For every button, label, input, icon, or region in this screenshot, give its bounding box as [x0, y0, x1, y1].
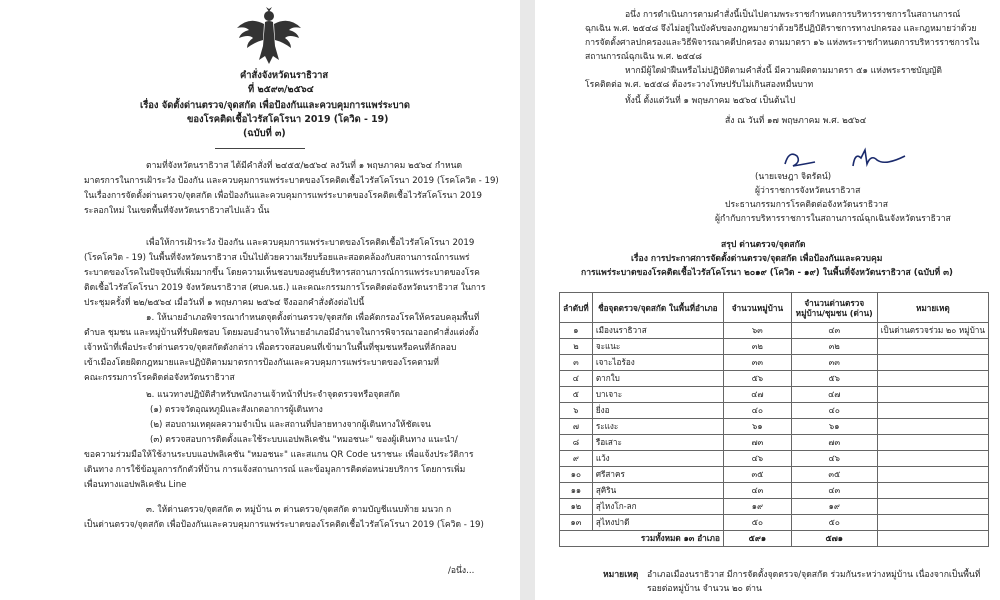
signer-role: ผู้กำกับการบริหารราชการในสถานการณ์ฉุกเฉินจังหวัดนราธิวาส: [715, 214, 951, 224]
table-row: [560, 451, 989, 467]
item2-3-line: (๓) ตรวจสอบการติดตั้งและใช้ระบบแอปพลิเคชัน "หมอชนะ" ของผู้เดินทาง แนะนำ/: [150, 435, 458, 445]
garuda-emblem-icon: [235, 6, 303, 66]
order-title: คำสั่งจังหวัดนราธิวาส: [240, 70, 329, 81]
para1-line: ตามที่จังหวัดนราธิวาส ได้มีคำสั่งที่ ๒๔๕๕/๒๕๖๔ ลงวันที่ ๑ พฤษภาคม ๒๕๖๔ กำหนด: [146, 161, 463, 171]
right-para-line: ฉุกเฉิน พ.ศ. ๒๕๔๘ จึงไม่อยู่ในบังคับของกฎหมายว่าด้วยวิธีปฏิบัติราชการทางปกครอง และกฎหมายว่าด้วย: [585, 24, 977, 34]
table-row: [560, 323, 989, 339]
table-row: [560, 515, 989, 531]
cell-no: ๓: [560, 355, 593, 371]
item2-3-line: เดินทาง การใช้ข้อมูลการกักตัวที่บ้าน การแจ้งสถานการณ์ และข้อมูลการติดต่อหน่วยบริการ โดยการเพิ่ม: [84, 465, 466, 475]
cell-note: [877, 355, 988, 371]
ordered-date: สั่ง ณ วันที่ ๑๗ พฤษภาคม พ.ศ. ๒๕๖๔: [725, 116, 867, 126]
signature-icon: [775, 146, 915, 170]
table-row: [560, 483, 989, 499]
table-row: [560, 339, 989, 355]
cell-no: ๘: [560, 435, 593, 451]
cell-checkpoints: ๔๓: [791, 323, 877, 339]
subject-line-1: เรื่อง จัดตั้งด่านตรวจ/จุดสกัด เพื่อป้องกันและควบคุมการแพร่ระบาด: [140, 100, 410, 111]
cell-note: [877, 467, 988, 483]
cell-district: ศรีสาคร: [592, 467, 723, 483]
total-note: [877, 531, 988, 547]
title-divider: [215, 148, 305, 149]
cell-district: สุคิริน: [592, 483, 723, 499]
cell-no: ๑: [560, 323, 593, 339]
note-line: อำเภอเมืองนราธิวาส มีการจัดตั้งจุดตรวจ/จุดสกัด ร่วมกันระหว่างหมู่บ้าน เนื่องจากเป็นพื้นที่: [647, 570, 981, 580]
cell-checkpoints: ๕๐: [791, 515, 877, 531]
cell-no: ๗: [560, 419, 593, 435]
cell-no: ๑๓: [560, 515, 593, 531]
cell-district: ระแงะ: [592, 419, 723, 435]
signer-name: (นายเจษฎา จิตรัตน์): [755, 172, 832, 182]
cell-note: [877, 483, 988, 499]
continue-mark: /อนึ่ง...: [448, 566, 475, 576]
cell-note: [877, 371, 988, 387]
para1-line: มาตรการในการเฝ้าระวัง ป้องกัน และควบคุมการแพร่ระบาดของโรคติดเชื้อไวรัสโคโรนา 2019 (โรคโควิด - 19): [84, 176, 499, 186]
cell-district: บาเจาะ: [592, 387, 723, 403]
table-row: [560, 419, 989, 435]
page-gap: [520, 0, 535, 600]
total-checkpoints: ๕๗๑: [791, 531, 877, 547]
table-row: [560, 355, 989, 371]
cell-checkpoints: ๗๓: [791, 435, 877, 451]
cell-villages: ๕๐: [723, 515, 791, 531]
cell-district: รือเสาะ: [592, 435, 723, 451]
table-header-row: [560, 293, 989, 323]
cell-district: สุไหงปาดี: [592, 515, 723, 531]
col-header-villages: จำนวนหมู่บ้าน: [723, 293, 791, 323]
col-header-note: หมายเหตุ: [877, 293, 988, 323]
cell-district: เจาะไอร้อง: [592, 355, 723, 371]
para1-line: ในเรื่องการจัดตั้งด่านตรวจ/จุดสกัด เพื่อป้องกันและควบคุมการแพร่ระบาดของโรคติดเชื้อไวรัสโคโรนา 2019: [84, 191, 482, 201]
item1-line: เข้าเมืองโดยผิดกฎหมายและปฏิบัติตามมาตรการป้องกันและควบคุมการแพร่ระบาดของโรคตามที่: [84, 358, 439, 368]
item3-line: ๓. ให้ด่านตรวจ/จุดสกัด ๓ หมู่บ้าน ๓ ด่านตรวจ/จุดสกัด ตามบัญชีแนบท้าย มนวก ก: [146, 505, 452, 515]
item1-line: ตำบล ชุมชน และหมู่บ้านที่รับผิดชอบ โดยมอบอำนาจให้นายอำเภอมีอำนาจในการพิจารณาออกคำสั่งแต่งตั้ง: [84, 328, 479, 338]
cell-note: [877, 515, 988, 531]
col-header-no: ลำดับที่: [560, 293, 593, 323]
para2-line: ประชุมครั้งที่ ๒๒/๒๕๖๔ เมื่อวันที่ ๑ พฤษภาคม ๒๕๖๔ จึงออกคำสั่งดังต่อไปนี้: [84, 298, 365, 308]
cell-villages: ๓๒: [723, 339, 791, 355]
effective-date: ทั้งนี้ ตั้งแต่วันที่ ๑ พฤษภาคม ๒๕๖๔ เป็นต้นไป: [625, 96, 796, 106]
cell-checkpoints: ๔๖: [791, 451, 877, 467]
cell-checkpoints: ๔๐: [791, 403, 877, 419]
cell-villages: ๕๖: [723, 371, 791, 387]
note-line: รอยต่อหมู่บ้าน จำนวน ๒๐ ด่าน: [647, 584, 762, 594]
cell-district: สุไหงโก-ลก: [592, 499, 723, 515]
cell-district: ยี่งอ: [592, 403, 723, 419]
para2-line: ติดเชื้อไวรัสโคโรนา 2019 จังหวัดนราธิวาส (ศบค.นธ.) และคณะกรรมการโรคติดต่อจังหวัดนราธิวาส ในการ: [84, 283, 486, 293]
cell-villages: ๗๓: [723, 435, 791, 451]
subject-line-2: ของโรคติดเชื้อไวรัสโคโรนา 2019 (โควิด - 19): [187, 114, 389, 125]
cell-checkpoints: ๔๗: [791, 387, 877, 403]
table-row: [560, 387, 989, 403]
cell-checkpoints: ๕๖: [791, 371, 877, 387]
para2-line: ระบาดของโรคในปัจจุบันที่เพิ่มมากขึ้น โดยความเห็นชอบของศูนย์บริหารสถานการณ์การแพร่ระบาดของโรค: [84, 268, 480, 278]
cell-note: [877, 419, 988, 435]
cell-no: ๑๑: [560, 483, 593, 499]
note-label: หมายเหตุ: [603, 570, 639, 580]
right-para-line: อนึ่ง การดำเนินการตามคำสั่งนี้เป็นไปตามพระราชกำหนดการบริหารราชการในสถานการณ์: [625, 10, 961, 20]
cell-district: จะแนะ: [592, 339, 723, 355]
cell-note: [877, 435, 988, 451]
signer-role: ประธานกรรมการโรคติดต่อจังหวัดนราธิวาส: [725, 200, 889, 210]
cell-district: แว้ง: [592, 451, 723, 467]
cell-villages: ๑๙: [723, 499, 791, 515]
table-row: [560, 403, 989, 419]
right-para-line: สถานการณ์ฉุกเฉิน พ.ศ. ๒๕๔๘: [585, 52, 702, 62]
cell-no: ๒: [560, 339, 593, 355]
cell-note: [877, 403, 988, 419]
table-total-row: [560, 531, 989, 547]
para2-line: เพื่อให้การเฝ้าระวัง ป้องกัน และควบคุมการแพร่ระบาดของโรคติดเชื้อไวรัสโคโรนา 2019: [146, 238, 475, 248]
item1-line: ๑. ให้นายอำเภอพิจารณากำหนดจุดตั้งด่านตรวจ/จุดสกัด เพื่อคัดกรองโรคให้ครอบคลุมพื้นที่: [146, 313, 480, 323]
cell-checkpoints: ๑๙: [791, 499, 877, 515]
item2-sub: (๒) สอบถามเหตุผลความจำเป็น และสถานที่ปลายทางจากผู้เดินทางให้ชัดเจน: [150, 420, 431, 430]
right-page: [535, 0, 1000, 600]
cell-note: เป็นด่านตรวจร่วม ๒๐ หมู่บ้าน: [877, 323, 988, 339]
cell-no: ๑๐: [560, 467, 593, 483]
total-villages: ๕๙๑: [723, 531, 791, 547]
col-header-name: ชื่อจุดตรวจ/จุดสกัด ในพื้นที่อำเภอ: [592, 293, 723, 323]
item3-line: เป็นด่านตรวจ/จุดสกัด เพื่อป้องกันและควบคุมการแพร่ระบาดของโรคติดเชื้อไวรัสโคโรนา 2019 (โควิด - 19): [84, 520, 484, 530]
table-row: [560, 371, 989, 387]
cell-no: ๕: [560, 387, 593, 403]
subject-line-3: (ฉบับที่ ๓): [243, 128, 286, 139]
cell-villages: ๖๑: [723, 419, 791, 435]
cell-villages: ๔๖: [723, 451, 791, 467]
cell-district: เมืองนราธิวาส: [592, 323, 723, 339]
cell-checkpoints: ๓๓: [791, 355, 877, 371]
order-number: ที่ ๒๕๙๓/๒๕๖๔: [248, 84, 314, 95]
cell-no: ๑๒: [560, 499, 593, 515]
para2-line: (โรคโควิด - 19) ในพื้นที่จังหวัดนราธิวาส เป็นไปด้วยความเรียบร้อยและสอดคล้องกับสถานการณ์การแพร่: [84, 253, 470, 263]
cell-note: [877, 339, 988, 355]
table-row: [560, 435, 989, 451]
cell-checkpoints: ๓๒: [791, 339, 877, 355]
right-para-line: การจัดตั้งศาลปกครองและวิธีพิจารณาคดีปกครอง ตามมาตรา ๑๖ แห่งพระราชกำหนดการบริหารราชการใน: [585, 38, 980, 48]
annex-title-2: เรื่อง การประกาศการจัดตั้งด่านตรวจ/จุดสกัด เพื่อป้องกันและควบคุม: [631, 254, 883, 264]
table-row: [560, 499, 989, 515]
cell-villages: ๓๓: [723, 355, 791, 371]
item2-sub: (๑) ตรวจวัดอุณหภูมิและสังเกตอาการผู้เดินทาง: [150, 405, 323, 415]
cell-note: [877, 451, 988, 467]
checkpoint-table: [559, 292, 989, 547]
cell-checkpoints: ๓๕: [791, 467, 877, 483]
cell-note: [877, 387, 988, 403]
cell-checkpoints: ๖๑: [791, 419, 877, 435]
item2-3-line: เพื่อนทางแอปพลิเคชัน Line: [84, 480, 187, 490]
cell-no: ๙: [560, 451, 593, 467]
cell-note: [877, 499, 988, 515]
item2-title: ๒. แนวทางปฏิบัติสำหรับพนักงานเจ้าหน้าที่ประจำจุดตรวจหรือจุดสกัด: [146, 390, 400, 400]
cell-district: ตากใบ: [592, 371, 723, 387]
cell-villages: ๔๐: [723, 403, 791, 419]
cell-villages: ๓๕: [723, 467, 791, 483]
annex-title-1: สรุป ด่านตรวจ/จุดสกัด: [721, 240, 806, 250]
item1-line: เจ้าหน้าที่เพื่อประจำด่านตรวจ/จุดสกัดดังกล่าว เพื่อตรวจสอบคนที่เข้ามาในพื้นที่ชุมชนหรือคนที่ลักลอบ: [84, 343, 457, 353]
item2-3-line: ขอความร่วมมือให้ใช้งานระบบแอปพลิเคชัน "หมอชนะ" และสแกน QR Code นราชนะ เพื่อแจ้งประวัติการ: [84, 450, 474, 460]
total-label: รวมทั้งหมด ๑๓ อำเภอ: [560, 531, 724, 547]
penalty-line: โรคติดต่อ พ.ศ. ๒๕๕๘ ต้องระวางโทษปรับไม่เกินสองหมื่นบาท: [585, 80, 814, 90]
item1-line: คณะกรรมการโรคติดต่อจังหวัดนราธิวาส: [84, 373, 235, 383]
cell-villages: ๔๓: [723, 483, 791, 499]
cell-villages: ๖๓: [723, 323, 791, 339]
cell-villages: ๔๗: [723, 387, 791, 403]
annex-title-3: การแพร่ระบาดของโรคติดเชื้อไวรัสโคโรนา ๒๐๑๙ (โควิด - ๑๙) ในพื้นที่จังหวัดนราธิวาส (ฉบับที่ ๓): [581, 268, 953, 278]
penalty-line: หากมีผู้ใดฝ่าฝืนหรือไม่ปฏิบัติตามคำสั่งนี้ มีความผิดตามมาตรา ๕๑ แห่งพระราชบัญญัติ: [625, 66, 942, 76]
col-header-checkpoints: จำนวนด่านตรวจ หมู่บ้าน/ชุมชน (ด่าน): [791, 293, 877, 323]
para1-line: ระลอกใหม่ ในเขตพื้นที่จังหวัดนราธิวาสไปแล้ว นั้น: [84, 206, 270, 216]
cell-no: ๖: [560, 403, 593, 419]
cell-checkpoints: ๔๓: [791, 483, 877, 499]
signer-role: ผู้ว่าราชการจังหวัดนราธิวาส: [755, 186, 861, 196]
cell-no: ๔: [560, 371, 593, 387]
table-row: [560, 467, 989, 483]
